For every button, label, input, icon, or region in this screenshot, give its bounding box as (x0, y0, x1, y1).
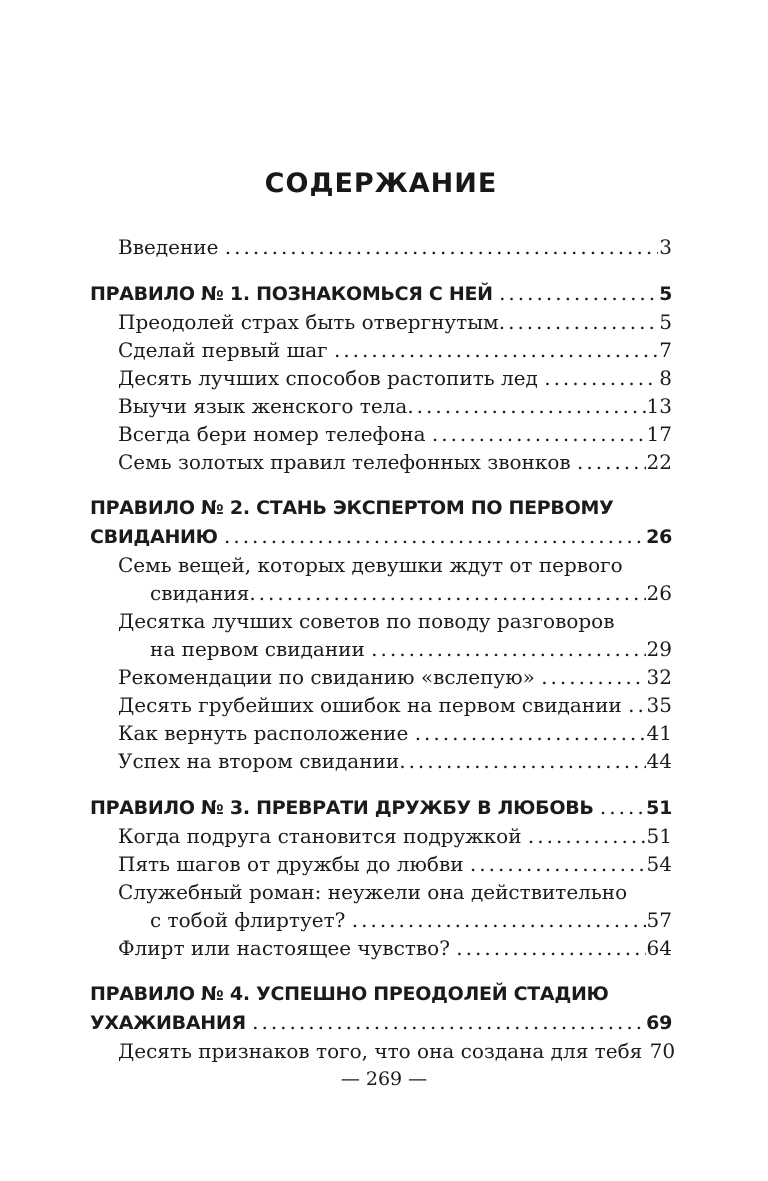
dot-leader (432, 420, 646, 448)
toc-entry-label: Десять грубейших ошибок на первом свидании (118, 693, 629, 717)
toc-entry-line (118, 579, 672, 607)
dot-leader (249, 579, 645, 607)
toc-entry-line (118, 336, 672, 364)
toc-entry-label: с тобой флиртует? (150, 908, 352, 932)
toc-entry-label: Преодолей страх быть отвергнутым (118, 310, 499, 334)
toc-entry-line (90, 1008, 672, 1037)
toc-entry-page: 51 (646, 824, 672, 848)
toc-entry-page: 22 (646, 450, 672, 474)
page-number: — 269 — (340, 1068, 428, 1090)
dot-leader (352, 906, 646, 934)
toc-entry-label: Флирт или настоящее чувство? (118, 936, 457, 960)
toc-entry-line (118, 448, 672, 476)
toc-entry-page: 54 (646, 852, 672, 876)
toc-entry-label: Когда подруга становится подружкой (118, 824, 528, 848)
dot-leader (541, 663, 645, 691)
toc-entry-line (90, 522, 672, 551)
toc-entry-label: Семь вещей, которых девушки ждут от первого (118, 553, 623, 577)
toc-entry (118, 607, 672, 663)
toc-entry-label: Всегда бери номер телефона (118, 422, 432, 446)
toc-entry (118, 448, 672, 476)
dot-leader (252, 1008, 645, 1037)
toc-entry (118, 551, 672, 607)
toc-entry-page: 26 (646, 581, 672, 605)
toc-entry-line (118, 878, 672, 906)
dot-leader (528, 822, 646, 850)
toc-entry-label: Семь золотых правил телефонных звонков (118, 450, 578, 474)
toc-entry-page: 7 (659, 338, 672, 362)
toc-entry-line (90, 279, 672, 308)
dot-leader (544, 364, 658, 392)
dot-leader (470, 850, 646, 878)
toc-entry (118, 663, 672, 691)
toc-entry-page: 3 (659, 235, 672, 259)
table-of-contents (90, 233, 676, 1065)
dot-leader (225, 233, 658, 261)
toc-entry-line (90, 980, 672, 1008)
toc-entry (118, 420, 672, 448)
toc-entry (118, 233, 672, 261)
toc-entry (118, 691, 672, 719)
toc-entry-line (118, 364, 672, 392)
toc-entry-label: Десять лучших способов растопить лед (118, 366, 545, 390)
dot-leader (334, 336, 658, 364)
toc-entry-label: УХАЖИВАНИЯ (90, 1012, 253, 1034)
toc-entry (90, 279, 672, 308)
toc-entry (118, 878, 672, 934)
toc-entry-page: 8 (659, 366, 672, 390)
toc-entry (90, 980, 672, 1037)
page-title: СОДЕРЖАНИЕ (264, 168, 498, 199)
toc-entry-label: Как вернуть расположение (118, 721, 415, 745)
toc-entry-page: 41 (646, 721, 672, 745)
toc-entry-line (118, 1037, 676, 1065)
toc-entry-page: 69 (646, 1012, 672, 1034)
toc-entry-line (118, 663, 672, 691)
toc-entry-line (118, 691, 672, 719)
toc-entry-line (118, 551, 672, 579)
toc-entry-label: ПРАВИЛО № 2. СТАНЬ ЭКСПЕРТОМ ПО ПЕРВОМУ (90, 497, 614, 519)
toc-entry-page: 13 (646, 394, 672, 418)
toc-entry (118, 308, 672, 336)
dot-leader (577, 448, 646, 476)
dot-leader (415, 719, 646, 747)
toc-entry-page: 5 (659, 310, 672, 334)
toc-entry (118, 392, 672, 420)
toc-entry-line (90, 793, 672, 822)
toc-entry-label: Успех на втором свидании (118, 749, 400, 773)
toc-entry-line (118, 308, 672, 336)
toc-entry-line (118, 420, 672, 448)
toc-entry-label: на первом свидании (150, 637, 372, 661)
toc-entry-label: Десятка лучших советов по поводу разговоров (118, 609, 615, 633)
dot-leader (600, 793, 645, 822)
toc-entry (118, 822, 672, 850)
toc-entry-line (118, 906, 672, 934)
toc-entry-line (118, 233, 672, 261)
dot-leader (456, 934, 645, 962)
toc-entry-label: Сделай первый шаг (118, 338, 334, 362)
toc-entry (118, 336, 672, 364)
toc-entry-line (118, 934, 672, 962)
toc-entry-line (90, 494, 672, 522)
toc-entry (118, 747, 672, 775)
toc-entry-page: 44 (646, 749, 672, 773)
toc-entry-page: 64 (646, 936, 672, 960)
toc-entry (118, 364, 672, 392)
toc-entry-label: ПРАВИЛО № 4. УСПЕШНО ПРЕОДОЛЕЙ СТАДИЮ (90, 983, 609, 1005)
toc-entry (90, 494, 672, 551)
toc-entry-line (118, 850, 672, 878)
dot-leader (499, 308, 659, 336)
dot-leader (399, 747, 645, 775)
toc-entry-page: 70 (649, 1039, 676, 1063)
dot-leader (628, 691, 645, 719)
toc-entry-label: ПРАВИЛО № 3. ПРЕВРАТИ ДРУЖБУ В ЛЮБОВЬ (90, 797, 600, 819)
toc-entry-line (118, 747, 672, 775)
dot-leader (499, 279, 658, 308)
dot-leader (371, 635, 645, 663)
toc-entry-line (118, 719, 672, 747)
toc-entry-page: 26 (646, 526, 672, 548)
toc-entry-page: 35 (646, 693, 672, 717)
toc-entry-page: 32 (646, 665, 672, 689)
toc-entry-label: Рекомендации по свиданию «вслепую» (118, 665, 542, 689)
toc-entry-label: СВИДАНИЮ (90, 526, 224, 548)
toc-entry-page: 17 (646, 422, 672, 446)
toc-entry-label: Десять признаков того, что она создана для тебя (118, 1039, 649, 1063)
toc-entry (118, 719, 672, 747)
toc-entry-line (118, 607, 672, 635)
toc-entry (118, 934, 672, 962)
toc-entry (118, 1037, 676, 1065)
toc-entry-page: 5 (659, 283, 672, 305)
toc-entry-page: 57 (646, 908, 672, 932)
dot-leader (224, 522, 645, 551)
toc-entry-line (118, 635, 672, 663)
toc-entry-label: ПРАВИЛО № 1. ПОЗНАКОМЬСЯ С НЕЙ (90, 283, 500, 305)
toc-entry-label: Пять шагов от дружбы до любви (118, 852, 470, 876)
toc-entry-label: Служебный роман: неужели она действительно (118, 880, 628, 904)
toc-entry-label: свидания (150, 581, 250, 605)
toc-entry-line (118, 822, 672, 850)
toc-entry-page: 29 (646, 637, 672, 661)
toc-entry-label: Введение (118, 235, 225, 259)
toc-entry-line (118, 392, 672, 420)
toc-entry-page: 51 (646, 797, 672, 819)
dot-leader (407, 392, 645, 420)
toc-entry-label: Выучи язык женского тела (118, 394, 408, 418)
toc-entry (118, 850, 672, 878)
toc-entry (90, 793, 672, 822)
